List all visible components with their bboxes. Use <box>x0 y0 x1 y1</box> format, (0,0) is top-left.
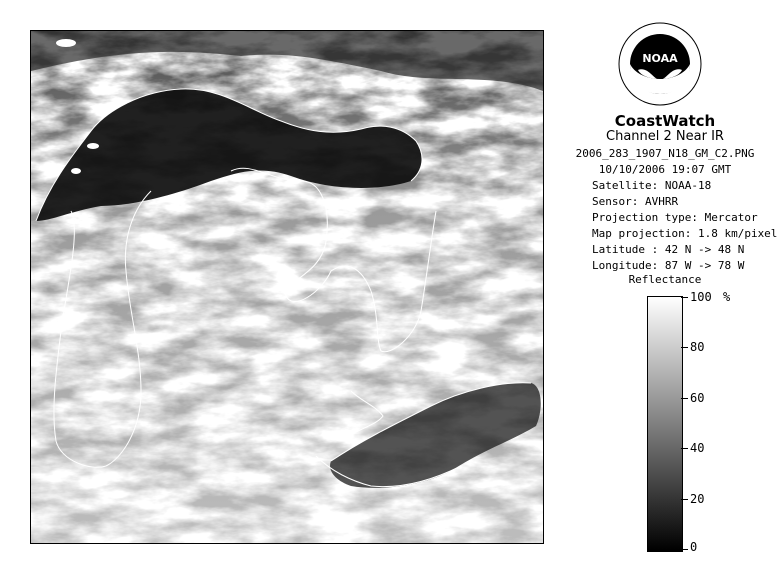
tick-label-20: 20 <box>690 492 705 506</box>
tick-label-40: 40 <box>690 441 705 455</box>
logo-text: NOAA <box>642 52 678 65</box>
tick-40 <box>681 448 688 449</box>
tick-100 <box>681 297 688 298</box>
tick-60 <box>681 398 688 399</box>
tick-label-80: 80 <box>690 340 705 354</box>
legend-title: Reflectance <box>628 273 702 286</box>
channel-title: Channel 2 Near IR <box>606 129 724 144</box>
tick-label-0: 0 <box>690 540 698 554</box>
reflectance-colorbar <box>647 296 683 552</box>
noaa-logo-icon <box>618 22 702 106</box>
satellite-map[interactable] <box>30 30 544 544</box>
longitude-info: Longitude: 87 W -> 78 W <box>592 259 745 272</box>
map-canvas <box>31 31 543 543</box>
cloud-layer <box>31 31 543 543</box>
legend-unit: % <box>723 290 731 304</box>
brand-title: CoastWatch <box>614 112 716 130</box>
filename: 2006_283_1907_N18_GM_C2.PNG <box>575 147 755 160</box>
map-projection-info: Map projection: 1.8 km/pixel <box>592 227 778 240</box>
noaa-logo <box>618 22 702 106</box>
latitude-info: Latitude : 42 N -> 48 N <box>592 243 745 256</box>
projection-info: Projection type: Mercator <box>592 211 758 224</box>
tick-0 <box>681 549 688 550</box>
tick-label-60: 60 <box>690 391 705 405</box>
tick-label-100: 100 <box>690 290 712 304</box>
datetime: 10/10/2006 19:07 GMT <box>598 163 732 176</box>
satellite-info: Satellite: NOAA-18 <box>592 179 712 192</box>
tick-80 <box>681 347 688 348</box>
sensor-info: Sensor: AVHRR <box>592 195 679 208</box>
tick-20 <box>681 499 688 500</box>
